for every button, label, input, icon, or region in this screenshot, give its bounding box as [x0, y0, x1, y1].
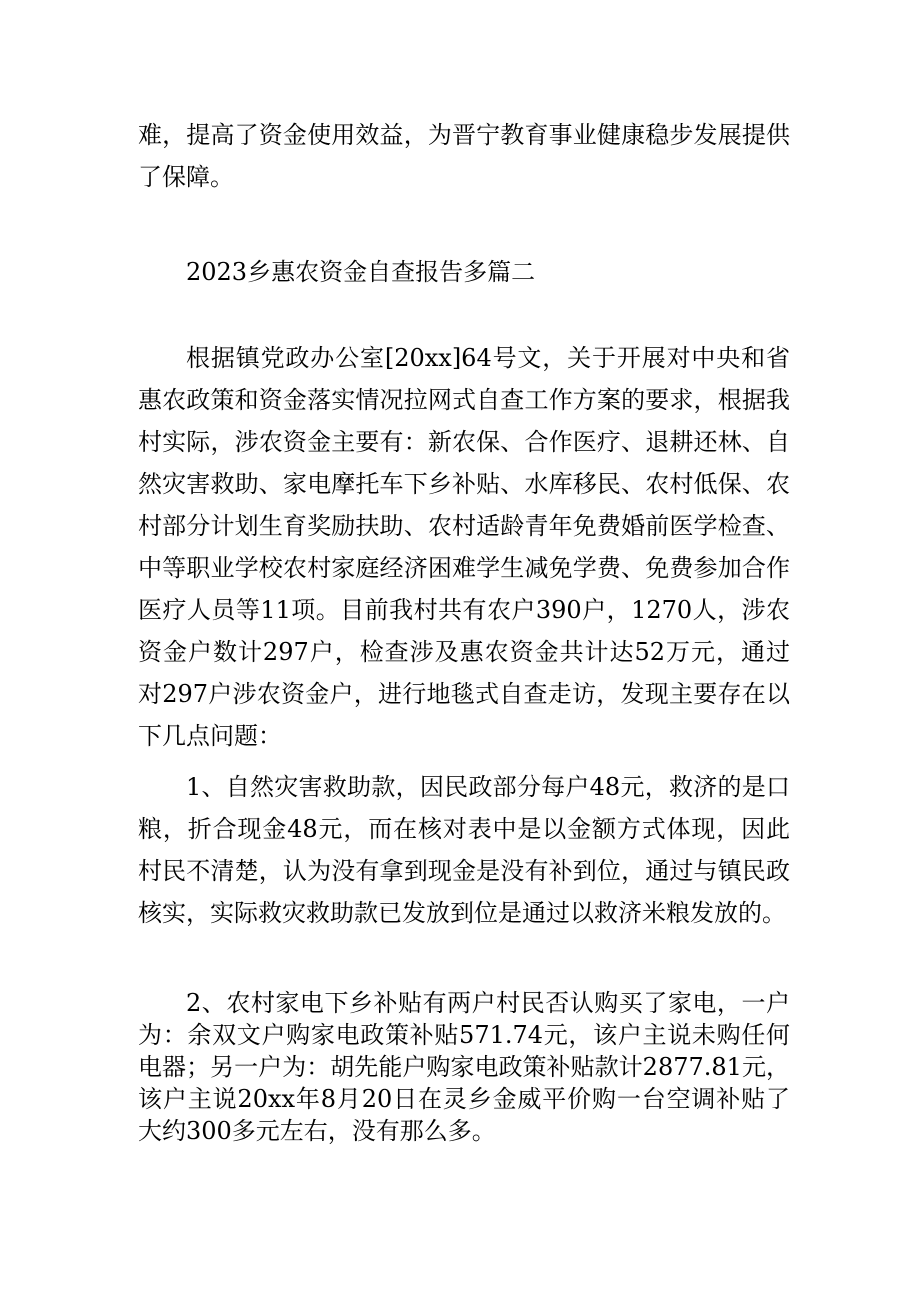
paragraph-issue-1: 1、自然灾害救助款，因民政部分每户48元，救济的是口粮，折合现金48元，而在核对表中是以金额方式体现，因此村民不清楚，认为没有拿到现金是没有补到位，通过与镇民政核实，实际救灾救助款已发放到位是通过以救济米粮发放的。 [138, 773, 790, 927]
paragraph-intro: 根据镇党政办公室[20xx]64号文，关于开展对中央和省惠农政策和资金落实情况拉网式自查工作方案的要求，根据我村实际，涉农资金主要有：新农保、合作医疗、退耕还林、自然灾害救助、家电摩托车下乡补贴、水库移民、农村低保、农村部分计划生育奖励扶助、农村适龄青年免费婚前医学检查、中等职业学校农村家庭经济困难学生减免学费、免费参加合作医疗人员等11项。目前我村共有农户390户，1270人，涉农资金户数计297户，检查涉及惠农资金共计达52万元，通过对297户涉农资金户，进行地毯式自查走访，发现主要存在以下几点问题： [138, 344, 790, 750]
section-heading: 2023乡惠农资金自查报告多篇二 [186, 258, 536, 286]
paragraph-issue-2: 2、农村家电下乡补贴有两户村民否认购买了家电，一户为：余双文户购家电政策补贴571.74元，该户主说未购任何电器；另一户为：胡先能户购家电政策补贴款计2877.81元，该户主说20xx年8月20日在灵乡金威平价购一台空调补贴了大约300多元左右，没有那么多。 [138, 989, 790, 1145]
paragraph-continuation: 难，提高了资金使用效益，为晋宁教育事业健康稳步发展提供了保障。 [138, 121, 790, 191]
